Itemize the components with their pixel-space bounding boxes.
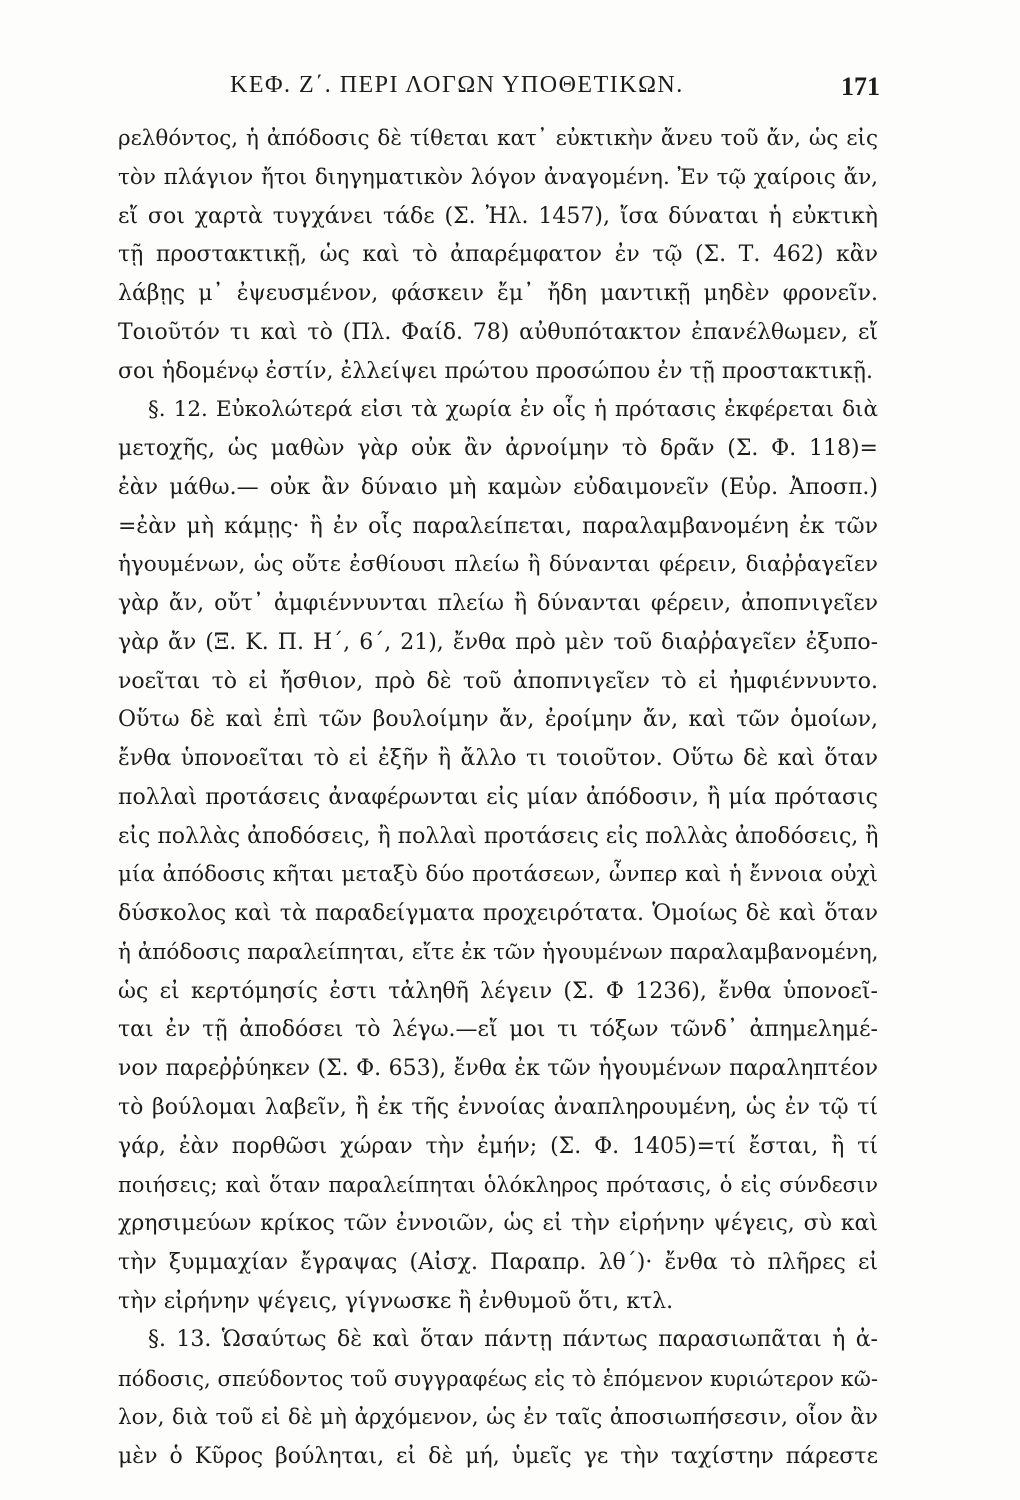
text-line: μετοχῆς, ὡς μαθὼν γὰρ οὐκ ἂν ἀρνοίμην τὸ δρᾶν (Σ. Φ. 118)=: [118, 436, 878, 461]
text-line: γὰρ ἄν, οὔτ᾽ ἀμφιέννυνται πλείω ἢ δύνανται φέρειν, ἀποπνιγεῖεν: [118, 591, 878, 616]
text-line: ποιήσεις; καὶ ὅταν παραλείπηται ὁλόκληρος πρότασις, ὁ εἰς σύνδεσιν: [118, 1173, 878, 1198]
text-line: πολλαὶ προτάσεις ἀναφέρωνται εἰς μίαν ἀπόδοσιν, ἢ μία πρότασις: [118, 784, 878, 810]
text-line: νοεῖται τὸ εἰ ἤσθιον, πρὸ δὲ τοῦ ἀποπνιγεῖεν τὸ εἰ ἠμφιέννυντο.: [118, 668, 878, 694]
text-line: λον, διὰ τοῦ εἰ δὲ μὴ ἀρχόμενον, ὡς ἐν ταῖς ἀποσιωπήσεσιν, οἷον ἂν: [118, 1404, 878, 1430]
text-line: μία ἀπόδοσις κῆται μεταξὺ δύο προτάσεων, ὧνπερ καὶ ἡ ἔννοια οὐχὶ: [118, 862, 878, 888]
text-line: σοι ἡδομένῳ ἐστίν, ἐλλείψει πρώτου προσώπου ἐν τῇ προστακτικῇ.: [118, 358, 873, 384]
text-line: εἰς πολλὰς ἀποδόσεις, ἢ πολλαὶ προτάσεις εἰς πολλὰς ἀποδόσεις, ἢ: [118, 823, 878, 849]
text-line: γὰρ ἄν (Ξ. Κ. Π. Η΄, 6΄, 21), ἔνθα πρὸ μὲν τοῦ διαῤῥαγεῖεν ἐξυπο-: [118, 629, 878, 655]
text-line: =ἐὰν μὴ κάμῃς· ἢ ἐν οἷς παραλείπεται, παραλαμβανομένη ἐκ τῶν: [118, 513, 878, 539]
chapter-title: ΚΕΦ. Ζ΄. ΠΕΡΙ ΛΟΓΩΝ ΥΠΟΘΕΤΙΚΩΝ.: [230, 72, 684, 98]
text-line: νον παρεῤῥύηκεν (Σ. Φ. 653), ἔνθα ἐκ τῶν ἡγουμένων παραληπτέον: [118, 1056, 878, 1081]
text-line: Τοιοῦτόν τι καὶ τὸ (Πλ. Φαίδ. 78) αὐθυπότακτον ἐπανέλθωμεν, εἴ: [118, 319, 878, 345]
text-line: Οὕτω δὲ καὶ ἐπὶ τῶν βουλοίμην ἄν, ἐροίμην ἄν, καὶ τῶν ὁμοίων,: [118, 707, 878, 733]
text-line: τὴν εἰρήνην ψέγεις, γίγνωσκε ἢ ἐνθυμοῦ ὅτι, κτλ.: [118, 1288, 674, 1314]
text-line: ὡς εἰ κερτόμησίς ἐστι τἀληθῆ λέγειν (Σ. Φ 1236), ἔνθα ὑπονοεῖ-: [118, 978, 878, 1004]
text-line: ἔνθα ὑπονοεῖται τὸ εἰ ἐξῆν ἢ ἄλλο τι τοιοῦτον. Οὕτω δὲ καὶ ὅταν: [118, 746, 878, 771]
text-line: μὲν ὁ Κῦρος βούληται, εἰ δὲ μή, ὑμεῖς γε τὴν ταχίστην πάρεστε: [118, 1443, 878, 1469]
text-line: τὸν πλάγιον ἤτοι διηγηματικὸν λόγον ἀναγομένη. Ἐν τῷ χαίροις ἄν,: [118, 164, 878, 190]
text-line: χρησιμεύων κρίκος τῶν ἐννοιῶν, ὡς εἰ τὴν εἰρήνην ψέγεις, σὺ καὶ: [118, 1211, 878, 1236]
text-line: λάβῃς μ᾽ ἐψευσμένον, φάσκειν ἔμ᾽ ἤδη μαντικῇ μηδὲν φρονεῖν.: [118, 281, 878, 306]
text-line: ἐὰν μάθω.— οὐκ ἂν δύναιο μὴ καμὼν εὐδαιμονεῖν (Εὐρ. Ἀποσπ.): [118, 474, 878, 500]
text-line: δύσκολος καὶ τὰ παραδείγματα προχειρότατα. Ὁμοίως δὲ καὶ ὅταν: [118, 901, 878, 926]
text-line: ται ἐν τῇ ἀποδόσει τὸ λέγω.—εἴ μοι τι τόξων τῶνδ᾽ ἀπημελημέ-: [118, 1017, 878, 1043]
section-12-start: §. 12. Εὐκολώτερά εἰσι τὰ χωρία ἐν οἷς ἡ πρότασις ἐκφέρεται διὰ: [148, 397, 878, 423]
text-line: τὸ βούλομαι λαβεῖν, ἢ ἐκ τῆς ἐννοίας ἀναπληρουμένη, ὡς ἐν τῷ τί: [118, 1094, 878, 1120]
running-head: [230, 72, 880, 108]
text-line: ρελθόντος, ἡ ἀπόδοσις δὲ τίθεται κατ᾽ εὐκτικὴν ἄνευ τοῦ ἄν, ὡς εἰς: [118, 126, 878, 151]
text-line: τὴν ξυμμαχίαν ἔγραψας (Αἰσχ. Παραπρ. λθ΄)· ἔνθα τὸ πλῆρες εἰ: [118, 1249, 878, 1275]
text-line: ἡγουμένων, ὡς οὔτε ἐσθίουσι πλείω ἢ δύνανται φέρειν, διαῤῥαγεῖεν: [118, 552, 878, 578]
body-text: [118, 120, 878, 1476]
text-line: εἴ σοι χαρτὰ τυγχάνει τάδε (Σ. Ἠλ. 1457), ἴσα δύναται ἡ εὐκτικὴ: [118, 203, 878, 229]
text-line: γάρ, ἐὰν πορθῶσι χώραν τὴν ἐμήν; (Σ. Φ. 1405)=τί ἔσται, ἢ τί: [118, 1133, 878, 1159]
text-line: ἡ ἀπόδοσις παραλείπηται, εἴτε ἐκ τῶν ἡγουμένων παραλαμβανομένη,: [118, 939, 878, 965]
section-13-start: §. 13. Ὡσαύτως δὲ καὶ ὅταν πάντῃ πάντως παρασιωπᾶται ἡ ἀ-: [148, 1327, 878, 1353]
text-line: πόδοσις, σπεύδοντος τοῦ συγγραφέως εἰς τὸ ἑπόμενον κυριώτερον κῶ-: [118, 1367, 878, 1391]
page-number: 171: [841, 72, 880, 101]
text-line: τῇ προστακτικῇ, ὡς καὶ τὸ ἀπαρέμφατον ἐν τῷ (Σ. Τ. 462) κἂν: [118, 242, 878, 268]
